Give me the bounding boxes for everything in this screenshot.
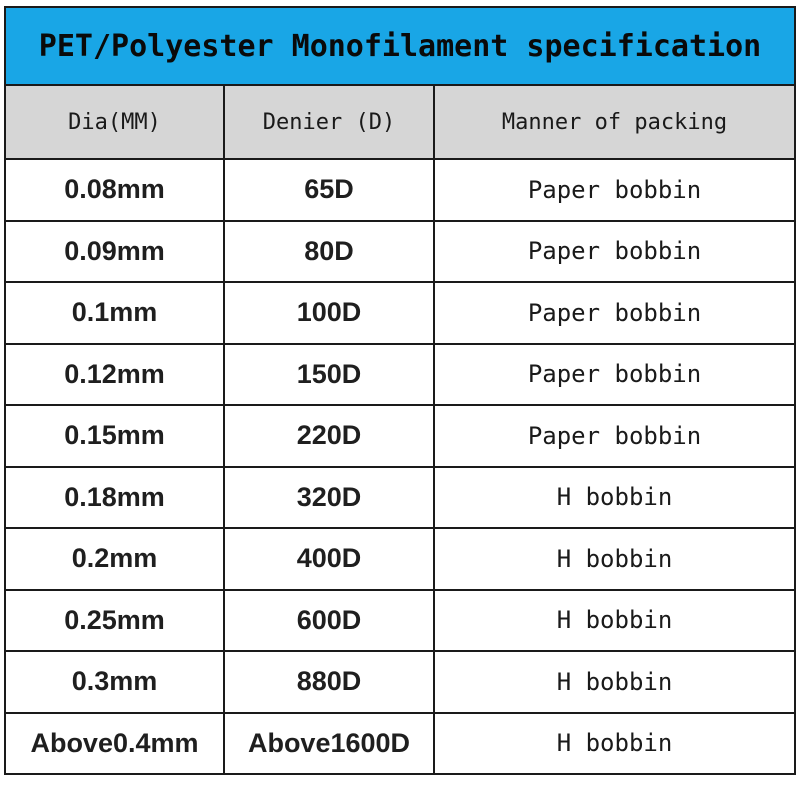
cell-dia: 0.1mm [5, 282, 224, 344]
cell-denier: 150D [224, 344, 434, 406]
cell-dia: 0.3mm [5, 651, 224, 713]
cell-denier: 600D [224, 590, 434, 652]
cell-packing: Paper bobbin [434, 282, 795, 344]
table-row [5, 651, 795, 713]
cell-dia: 0.08mm [5, 159, 224, 221]
cell-packing: H bobbin [434, 651, 795, 713]
table-title: PET/Polyester Monofilament specification [5, 7, 795, 85]
cell-packing: H bobbin [434, 467, 795, 529]
cell-packing: Paper bobbin [434, 159, 795, 221]
cell-denier: 80D [224, 221, 434, 283]
header-denier: Denier (D) [224, 85, 434, 159]
table-row [5, 467, 795, 529]
header-packing: Manner of packing [434, 85, 795, 159]
cell-denier: Above1600D [224, 713, 434, 775]
cell-dia: 0.15mm [5, 405, 224, 467]
cell-packing: Paper bobbin [434, 344, 795, 406]
cell-packing: Paper bobbin [434, 221, 795, 283]
cell-dia: 0.12mm [5, 344, 224, 406]
table-row [5, 159, 795, 221]
cell-packing: H bobbin [434, 590, 795, 652]
cell-dia: 0.25mm [5, 590, 224, 652]
table-row [5, 713, 795, 775]
table-row [5, 282, 795, 344]
cell-packing: H bobbin [434, 713, 795, 775]
header-row [5, 85, 795, 159]
header-dia: Dia(MM) [5, 85, 224, 159]
spec-table [4, 6, 796, 775]
table-row [5, 590, 795, 652]
table-row [5, 528, 795, 590]
spec-sheet [4, 6, 794, 798]
title-row [5, 7, 795, 85]
table-row [5, 344, 795, 406]
cell-packing: Paper bobbin [434, 405, 795, 467]
cell-dia: Above0.4mm [5, 713, 224, 775]
cell-dia: 0.09mm [5, 221, 224, 283]
cell-denier: 100D [224, 282, 434, 344]
cell-denier: 220D [224, 405, 434, 467]
table-row [5, 405, 795, 467]
cell-denier: 320D [224, 467, 434, 529]
cell-dia: 0.18mm [5, 467, 224, 529]
cell-denier: 65D [224, 159, 434, 221]
cell-denier: 880D [224, 651, 434, 713]
table-row [5, 221, 795, 283]
cell-denier: 400D [224, 528, 434, 590]
cell-dia: 0.2mm [5, 528, 224, 590]
cell-packing: H bobbin [434, 528, 795, 590]
